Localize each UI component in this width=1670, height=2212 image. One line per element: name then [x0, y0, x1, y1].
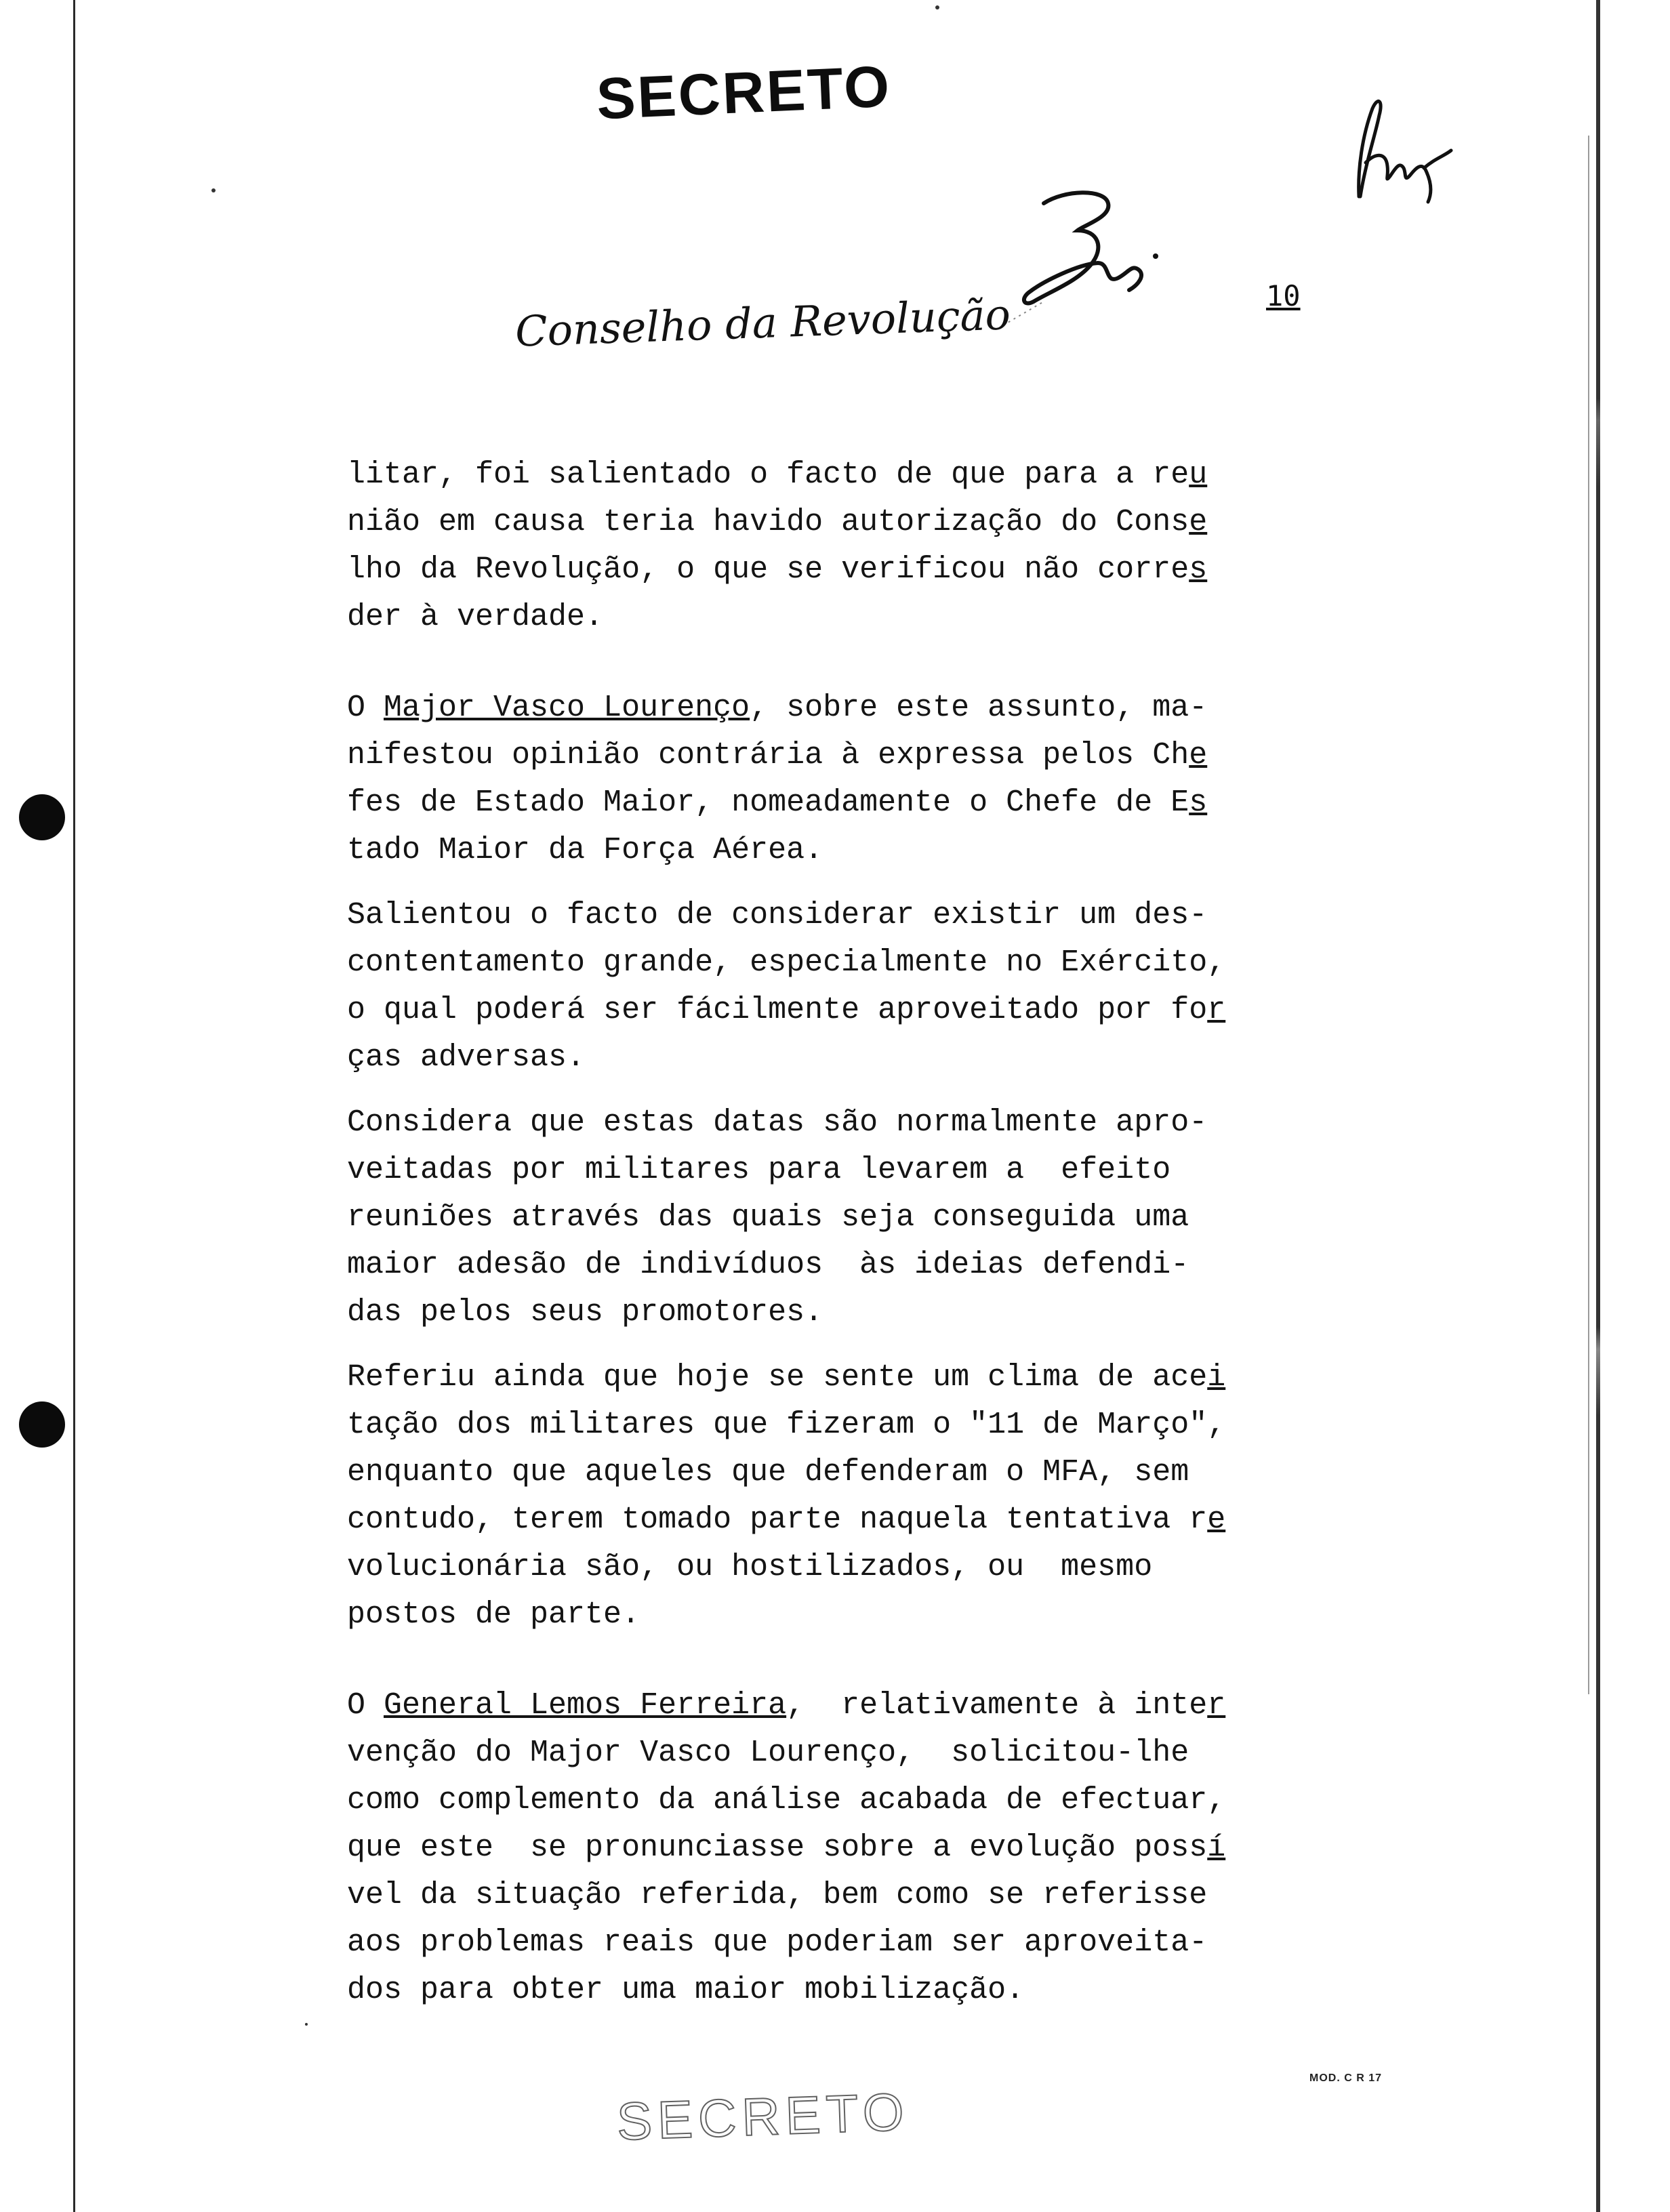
text-line: [347, 732, 1296, 779]
text-line: venção do Major Vasco Lourenço, solicitou-lhe: [347, 1736, 1189, 1770]
text-run: s: [1189, 785, 1208, 820]
paper-speck: [935, 5, 939, 9]
text-run: nião em causa teria havido autorização do Cons: [347, 505, 1189, 539]
punch-hole: [19, 1401, 65, 1448]
text-run: r: [1207, 1688, 1226, 1723]
text-line: reuniões através das quais seja conseguida uma: [347, 1200, 1189, 1235]
text-line: [347, 451, 1296, 499]
text-line: das pelos seus promotores.: [347, 1295, 823, 1330]
classification-stamp-bottom: SECRETO: [615, 2081, 911, 2152]
text-line: enquanto que aqueles que defenderam o MFA, sem: [347, 1455, 1189, 1490]
text-run: r: [1207, 993, 1226, 1027]
text-line: [347, 987, 1296, 1034]
text-run: , relativamente à inte: [786, 1688, 1208, 1723]
paper-speck: [211, 188, 216, 192]
person-name: General Lemos Ferreira: [384, 1688, 787, 1723]
text-line: [347, 779, 1296, 827]
person-name: Major Vasco Lourenço: [384, 691, 750, 725]
paper-speck: [305, 2023, 308, 2026]
paragraph: [347, 451, 1296, 641]
text-run: í: [1207, 1830, 1226, 1865]
text-run: O: [347, 1688, 384, 1723]
text-line: [347, 499, 1296, 546]
page-right-shadow: [1588, 136, 1589, 1694]
text-line: tado Maior da Força Aérea.: [347, 833, 823, 867]
text-line: [347, 1682, 1296, 1729]
text-line: postos de parte.: [347, 1597, 640, 1632]
text-line: [347, 1496, 1296, 1544]
paragraph: [347, 684, 1296, 874]
text-run: litar, foi salientado o facto de que para a re: [347, 457, 1189, 492]
text-run: fes de Estado Maior, nomeadamente o Chefe de E: [347, 785, 1189, 820]
text-line: [347, 1824, 1296, 1872]
page-right-edge: [1596, 0, 1600, 2212]
form-code: MOD. C R 17: [1309, 2072, 1383, 2084]
paragraph: [347, 1099, 1296, 1336]
paragraph: [347, 1682, 1296, 2014]
text-line: como complemento da análise acabada de efectuar,: [347, 1783, 1226, 1818]
text-run: e: [1189, 505, 1208, 539]
handwritten-initials-right: [1345, 88, 1461, 217]
text-line: maior adesão de indivíduos às ideias defendi-: [347, 1248, 1189, 1282]
text-run: , sobre este assunto, ma-: [750, 691, 1208, 725]
text-line: tação dos militares que fizeram o "11 de Março",: [347, 1408, 1226, 1442]
text-run: e: [1207, 1502, 1226, 1537]
text-run: i: [1207, 1360, 1226, 1395]
text-line: volucionária são, ou hostilizados, ou mesmo: [347, 1550, 1153, 1584]
paragraph: [347, 1354, 1296, 1639]
handwritten-initials-center: [1003, 183, 1179, 332]
punch-hole: [19, 794, 65, 840]
text-run: o qual poderá ser fácilmente aproveitado por fo: [347, 993, 1208, 1027]
text-run: lho da Revolução, o que se verificou não corre: [347, 552, 1189, 587]
text-run: e: [1189, 738, 1208, 773]
text-line: ças adversas.: [347, 1040, 586, 1075]
text-line: Considera que estas datas são normalmente apro-: [347, 1105, 1208, 1140]
text-line: aos problemas reais que poderiam ser aproveita-: [347, 1925, 1208, 1960]
text-run: contudo, terem tomado parte naquela tentativa r: [347, 1502, 1208, 1537]
text-run: O: [347, 691, 384, 725]
letterhead: Conselho da Revolução: [514, 289, 1011, 356]
text-line: contentamento grande, especialmente no Exército,: [347, 945, 1226, 980]
text-run: s: [1189, 552, 1208, 587]
text-run: nifestou opinião contrária à expressa pelos Ch: [347, 738, 1189, 773]
document-body: [347, 451, 1296, 2014]
text-line: [347, 684, 1296, 732]
text-line: [347, 1354, 1296, 1401]
text-line: der à verdade.: [347, 600, 604, 634]
text-line: veitadas por militares para levarem a efeito: [347, 1153, 1171, 1187]
text-line: [347, 546, 1296, 594]
text-run: que este se pronunciasse sobre a evolução poss: [347, 1830, 1208, 1865]
text-line: vel da situação referida, bem como se referisse: [347, 1878, 1208, 1912]
page-left-edge: [73, 0, 75, 2212]
text-run: Referiu ainda que hoje se sente um clima de ace: [347, 1360, 1208, 1395]
text-run: u: [1189, 457, 1208, 492]
paragraph: [347, 892, 1296, 1082]
text-line: dos para obter uma maior mobilização.: [347, 1973, 1025, 2007]
page-number: 10: [1266, 279, 1301, 312]
classification-stamp-top: SECRETO: [595, 54, 893, 132]
text-line: Salientou o facto de considerar existir um des-: [347, 898, 1208, 933]
